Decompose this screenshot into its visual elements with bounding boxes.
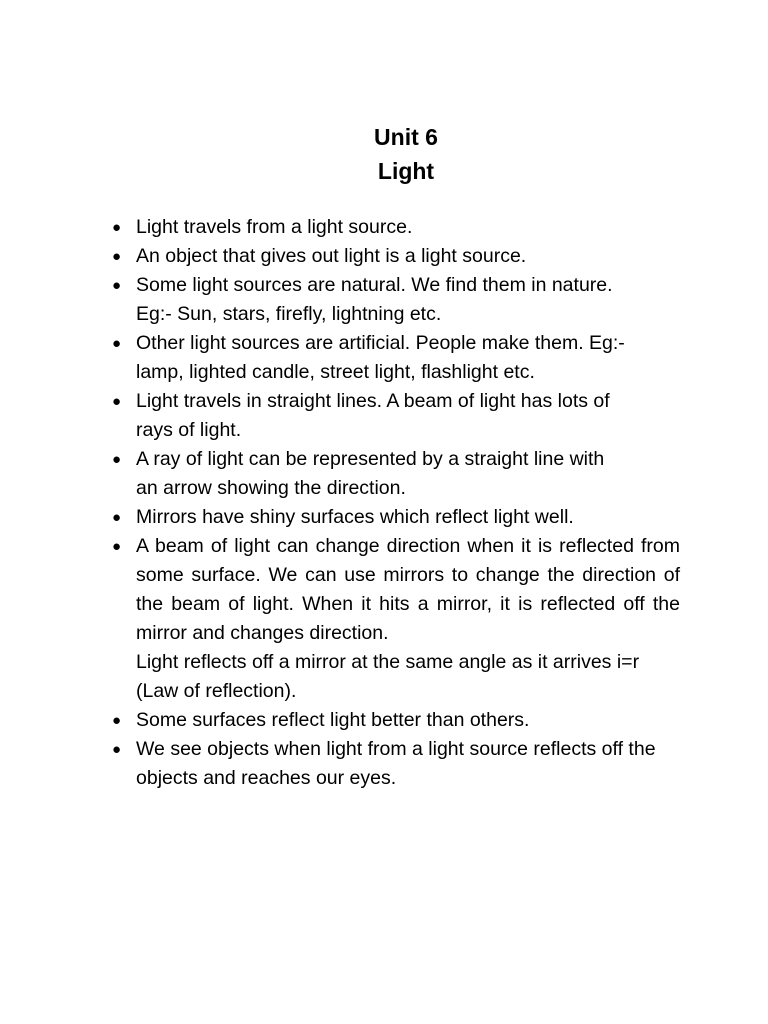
bullet-icon: ● [112,509,122,526]
list-item [108,242,680,271]
bullet-icon: ● [112,741,122,758]
list-item [108,445,680,503]
bullet-icon: ● [112,451,122,468]
page-title: Unit 6 [374,124,438,150]
list-item-text: Some light sources are natural. We find them in nature. Eg:- Sun, stars, firefly, lightning etc. [136,274,613,325]
bullet-icon: ● [112,538,122,555]
list-item-text: Other light sources are artificial. People make them. Eg:- lamp, lighted candle, street light, flashlight etc. [136,332,625,383]
list-item [108,213,680,242]
bullet-icon: ● [112,335,122,352]
list-item-text: An object that gives out light is a light source. [136,245,527,267]
bullet-icon: ● [112,248,122,265]
bullet-list [108,213,680,793]
bullet-icon: ● [112,277,122,294]
bullet-icon: ● [112,393,122,410]
bullet-icon: ● [112,712,122,729]
list-item [108,706,680,735]
bullet-icon: ● [112,219,122,236]
title-block [0,120,768,188]
list-item-text: A ray of light can be represented by a straight line with an arrow showing the direction. [136,448,605,499]
list-item-text: We see objects when light from a light source reflects off the objects and reaches our eyes. [136,738,656,789]
list-item-text: Light travels from a light source. [136,216,413,238]
list-item [108,503,680,532]
list-item-text: A beam of light can change direction when it is reflected from some surface. We can use mirrors to change the direction of the beam of light. When it hits a mirror, it is reflected off the mirror and changes direction. [136,535,680,644]
list-item-text: Mirrors have shiny surfaces which reflect light well. [136,506,574,528]
page-subtitle: Light [377,158,435,184]
list-item-subtext: Light reflects off a mirror at the same angle as it arrives i=r (Law of reflection). [136,651,640,702]
list-item [108,387,680,445]
list-item [108,271,680,329]
list-item-text: Some surfaces reflect light better than others. [136,709,530,731]
list-item [108,329,680,387]
list-item [108,532,680,706]
list-item-text: Light travels in straight lines. A beam of light has lots of rays of light. [136,390,610,441]
list-item [108,735,680,793]
